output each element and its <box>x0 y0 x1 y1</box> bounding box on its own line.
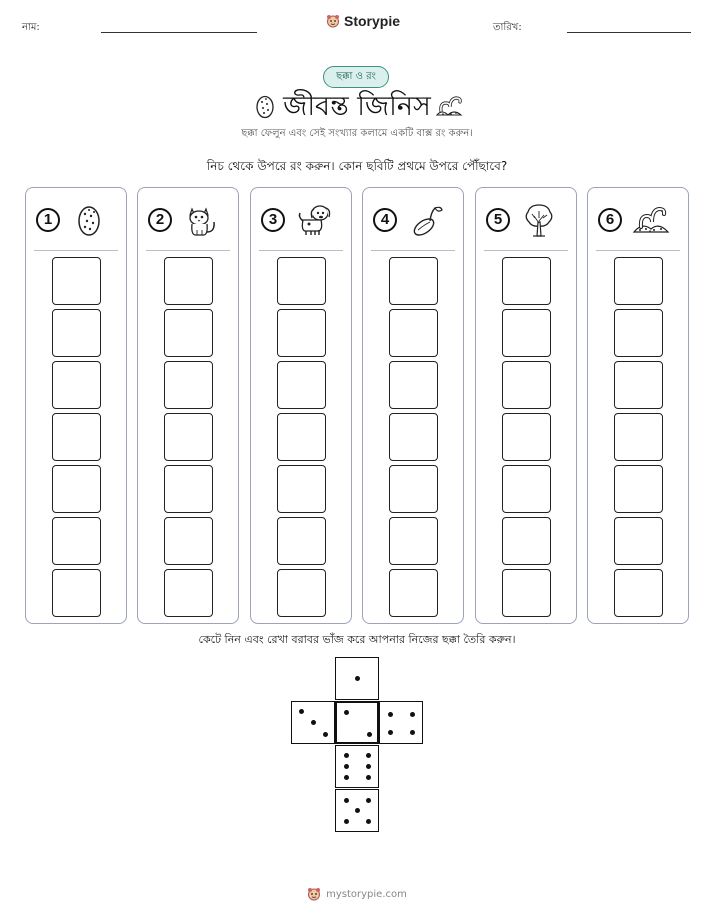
die-pip <box>311 720 316 725</box>
column-header <box>598 202 670 238</box>
cut-instruction: কেটে নিন এবং রেখা বরাবর ভাঁজ করে আপনার নিজের ছক্কা তৈরি করুন। <box>198 633 516 646</box>
color-box[interactable] <box>389 361 438 409</box>
color-box[interactable] <box>277 257 326 305</box>
color-box[interactable] <box>52 517 101 565</box>
die-pip <box>344 798 349 803</box>
subtitle: ছক্কা ফেলুন এবং সেই সংখ্যার কলামে একটি বাক্স রং করুন। <box>241 128 473 139</box>
column-6 <box>587 187 689 624</box>
die-face-2 <box>335 701 379 744</box>
color-box[interactable] <box>614 465 663 513</box>
color-box[interactable] <box>614 257 663 305</box>
die-pip <box>366 798 371 803</box>
storypie-mascot-icon <box>307 887 321 901</box>
die-pip <box>410 730 415 735</box>
worm-icon <box>632 202 670 238</box>
color-box[interactable] <box>277 413 326 461</box>
die-pip <box>344 710 349 715</box>
date-label: তারিখ: <box>493 22 522 33</box>
column-header <box>148 202 220 238</box>
color-box[interactable] <box>164 569 213 617</box>
color-box[interactable] <box>164 361 213 409</box>
column-number: 5 <box>486 208 510 232</box>
activity-tag: ছক্কা ও রং <box>323 66 389 88</box>
brand-name: Storypie <box>344 13 401 29</box>
color-box[interactable] <box>614 413 663 461</box>
die-face-3 <box>291 701 335 744</box>
date-line <box>567 32 691 33</box>
instruction: নিচ থেকে উপরে রং করুন। কোন ছবিটি প্রথমে উপরে পৌঁছাবে? <box>206 159 508 173</box>
color-box[interactable] <box>389 413 438 461</box>
die-pip <box>344 764 349 769</box>
color-box[interactable] <box>52 309 101 357</box>
die-pip <box>410 712 415 717</box>
color-box[interactable] <box>389 257 438 305</box>
column-4 <box>362 187 464 624</box>
column-5 <box>475 187 577 624</box>
seed-sprout-icon <box>407 202 445 238</box>
die-pip <box>366 764 371 769</box>
die-pip <box>344 819 349 824</box>
footer-url[interactable]: mystorypie.com <box>326 888 407 900</box>
column-divider <box>259 250 343 251</box>
color-box[interactable] <box>277 569 326 617</box>
cat-icon <box>182 202 220 238</box>
color-box[interactable] <box>277 361 326 409</box>
die-face-4 <box>379 701 423 744</box>
column-number: 4 <box>373 208 397 232</box>
brand-logo <box>326 13 400 29</box>
column-divider <box>34 250 118 251</box>
dog-icon <box>295 202 333 238</box>
column-divider <box>596 250 680 251</box>
color-box[interactable] <box>164 309 213 357</box>
die-pip <box>355 808 360 813</box>
color-box[interactable] <box>164 517 213 565</box>
die-face-5 <box>335 789 379 832</box>
die-face-6 <box>335 745 379 788</box>
page-title: জীবন্ত জিনিস <box>283 91 431 122</box>
tree-icon <box>520 202 558 238</box>
column-divider <box>371 250 455 251</box>
color-box[interactable] <box>614 361 663 409</box>
color-box[interactable] <box>52 569 101 617</box>
color-box[interactable] <box>502 309 551 357</box>
color-box[interactable] <box>164 465 213 513</box>
color-box[interactable] <box>502 257 551 305</box>
column-1 <box>25 187 127 624</box>
die-pip <box>299 709 304 714</box>
die-pip <box>355 676 360 681</box>
die-pip <box>366 753 371 758</box>
color-box[interactable] <box>389 517 438 565</box>
color-box[interactable] <box>502 517 551 565</box>
die-pip <box>366 819 371 824</box>
color-box[interactable] <box>52 257 101 305</box>
die-pip <box>388 730 393 735</box>
column-2 <box>137 187 239 624</box>
footer <box>0 887 714 901</box>
column-header <box>261 202 333 238</box>
column-number: 1 <box>36 208 60 232</box>
color-box[interactable] <box>277 465 326 513</box>
die-pip <box>344 753 349 758</box>
die-pip <box>388 712 393 717</box>
name-label: নাম: <box>22 22 40 33</box>
color-box[interactable] <box>389 569 438 617</box>
column-number: 6 <box>598 208 622 232</box>
color-box[interactable] <box>52 413 101 461</box>
die-pip <box>323 732 328 737</box>
color-box[interactable] <box>277 309 326 357</box>
name-line <box>101 32 257 33</box>
color-box[interactable] <box>614 517 663 565</box>
column-header <box>373 202 445 238</box>
color-box[interactable] <box>389 465 438 513</box>
die-pip <box>367 732 372 737</box>
color-box[interactable] <box>502 413 551 461</box>
color-box[interactable] <box>164 257 213 305</box>
color-box[interactable] <box>164 413 213 461</box>
column-header <box>486 202 558 238</box>
worm-icon <box>434 93 464 119</box>
color-box[interactable] <box>502 569 551 617</box>
color-box[interactable] <box>502 465 551 513</box>
column-divider <box>484 250 568 251</box>
color-box[interactable] <box>277 517 326 565</box>
egg-icon <box>70 202 108 238</box>
color-box[interactable] <box>52 361 101 409</box>
column-number: 3 <box>261 208 285 232</box>
die-pip <box>366 775 371 780</box>
column-number: 2 <box>148 208 172 232</box>
color-box[interactable] <box>389 309 438 357</box>
color-box[interactable] <box>614 569 663 617</box>
column-header <box>36 202 108 238</box>
die-pip <box>344 775 349 780</box>
column-divider <box>146 250 230 251</box>
storypie-mascot-icon <box>326 14 340 28</box>
color-box[interactable] <box>614 309 663 357</box>
color-box[interactable] <box>502 361 551 409</box>
color-box[interactable] <box>52 465 101 513</box>
column-3 <box>250 187 352 624</box>
die-face-1 <box>335 657 379 700</box>
